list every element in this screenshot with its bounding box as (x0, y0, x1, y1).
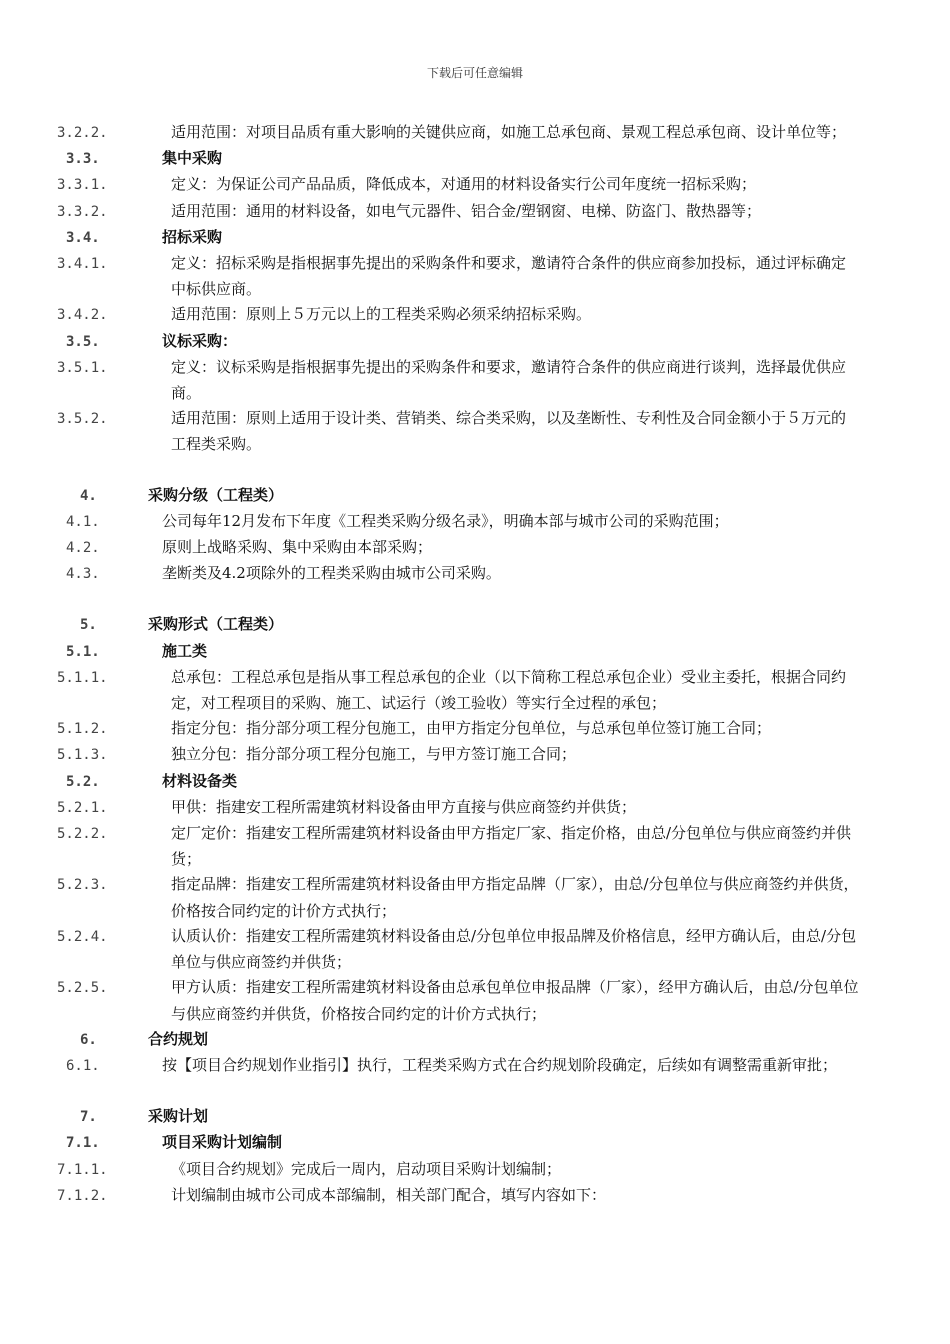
clause-text: 采购分级（工程类） (148, 485, 284, 504)
clause-text: 公司每年12月发布下年度《工程类采购分级名录》，明确本部与城市公司的采购范围； (162, 511, 729, 530)
clause-number: 3.4.2. (57, 307, 108, 324)
clause-text: 独立分包：指分部分项工程分包施工，与甲方签订施工合同； (171, 745, 577, 764)
clause-item (57, 795, 860, 821)
clause-item (57, 924, 860, 975)
section-heading (80, 1104, 860, 1130)
clause-number: 5.1.2. (57, 721, 108, 738)
clause-text: 适用范围：原则上适用于设计类、营销类、综合类采购，以及垄断性、专利性及合同金额小于５万元的工程类采购。 (171, 409, 847, 454)
clause-number: 5.2.5. (57, 980, 108, 997)
clause-text: 采购形式（工程类） (148, 615, 284, 634)
clause-text: 材料设备类 (162, 771, 238, 790)
clause-text: 议标采购： (162, 331, 238, 350)
clause-item (57, 716, 860, 742)
clause-text: 原则上战略采购、集中采购由本部采购； (162, 538, 433, 557)
clause-text: 适用范围：通用的材料设备，如电气元器件、铝合金/塑钢窗、电梯、防盗门、散热器等； (171, 201, 762, 220)
clause-text: 适用范围：对项目品质有重大影响的关键供应商，如施工总承包商、景观工程总承包商、设计单位等； (171, 123, 847, 141)
paragraph-spacer (114, 587, 860, 612)
clause-number: 7. (80, 1109, 97, 1126)
clause-item (57, 742, 860, 768)
clause-number: 7.1.2. (57, 1187, 108, 1204)
clause-number: 5. (80, 617, 97, 634)
clause-text: 采购计划 (148, 1107, 209, 1126)
clause-item (66, 1053, 860, 1079)
clause-number: 3.3.1. (57, 177, 108, 194)
clause-item (57, 406, 860, 457)
section-heading (66, 639, 860, 665)
clause-text: 甲方认质：指建安工程所需建筑材料设备由总承包单位申报品牌（厂家），经甲方确认后，由总/分包单位与供应商签约并供货，价格按合同约定的计价方式执行； (171, 978, 859, 1023)
clause-number: 5.2.1. (57, 799, 108, 816)
clause-item (57, 302, 860, 328)
clause-text: 定义：议标采购是指根据事先提出的采购条件和要求，邀请符合条件的供应商进行谈判，选择最优供应商。 (171, 357, 847, 403)
clause-item (57, 665, 860, 716)
clause-number: 5.1. (66, 643, 100, 660)
clause-number: 6. (80, 1031, 97, 1048)
clause-text: 施工类 (162, 641, 208, 660)
clause-number: 3.3. (66, 151, 100, 168)
clause-text: 按【项目合约规划作业指引】执行，工程类采购方式在合约规划阶段确定，后续如有调整需重新审批； (162, 1055, 838, 1074)
clause-text: 认质认价：指建安工程所需建筑材料设备由总/分包单位申报品牌及价格信息，经甲方确认后，由总/分包单位与供应商签约并供货； (171, 926, 857, 972)
clause-text: 定义：为保证公司产品品质，降低成本，对通用的材料设备实行公司年度统一招标采购； (171, 175, 757, 194)
clause-text: 计划编制由城市公司成本部编制，相关部门配合，填写内容如下： (171, 1185, 607, 1204)
paragraph-spacer (114, 458, 860, 483)
clause-text: 垄断类及4.2项除外的工程类采购由城市公司采购。 (162, 564, 501, 583)
clause-number: 5.1.1. (57, 669, 108, 686)
clause-text: 定厂定价：指建安工程所需建筑材料设备由甲方指定厂家、指定价格，由总/分包单位与供应商签约并供货； (171, 824, 852, 869)
clause-text: 定义：招标采购是指根据事先提出的采购条件和要求，邀请符合条件的供应商参加投标，通过评标确定中标供应商。 (171, 254, 847, 299)
clause-number: 5.2. (66, 773, 100, 790)
clause-item (57, 120, 860, 146)
clause-number: 3.4.1. (57, 256, 108, 273)
section-heading (66, 329, 860, 355)
section-heading (66, 225, 860, 251)
clause-text: 《项目合约规划》完成后一周内，启动项目采购计划编制； (171, 1159, 562, 1178)
clause-item (66, 535, 860, 561)
clause-number: 4. (80, 487, 97, 504)
clause-item (57, 872, 860, 923)
clause-text: 甲供：指建安工程所需建筑材料设备由甲方直接与供应商签约并供货； (171, 797, 637, 816)
clause-number: 3.4. (66, 229, 100, 246)
clause-number: 3.2.2. (57, 125, 108, 141)
clause-number: 5.1.3. (57, 747, 108, 764)
section-heading (80, 1027, 860, 1053)
clause-text: 指定分包：指分部分项工程分包施工，由甲方指定分包单位，与总承包单位签订施工合同； (171, 719, 772, 738)
section-heading (80, 612, 860, 638)
clause-item (66, 509, 860, 535)
document-body (57, 120, 860, 1209)
clause-number: 5.2.3. (57, 877, 108, 894)
clause-number: 4.2. (66, 540, 100, 557)
clause-text: 合约规划 (148, 1029, 209, 1048)
clause-text: 指定品牌：指建安工程所需建筑材料设备由甲方指定品牌（厂家），由总/分包单位与供应商签约并供货，价格按合同约定的计价方式执行； (171, 875, 859, 920)
clause-number: 7.1. (66, 1135, 100, 1152)
clause-number: 7.1.1. (57, 1161, 108, 1178)
clause-text: 总承包：工程总承包是指从事工程总承包的企业（以下简称工程总承包企业）受业主委托，根据合同约定，对工程项目的采购、施工、试运行（竣工验收）等实行全过程的承包； (171, 667, 847, 713)
clause-item (57, 1183, 860, 1209)
clause-item (57, 355, 860, 406)
section-heading (80, 483, 860, 509)
section-heading (66, 146, 860, 172)
clause-text: 招标采购 (162, 227, 223, 246)
clause-text: 适用范围：原则上５万元以上的工程类采购必须采纳招标采购。 (171, 305, 592, 324)
clause-item (66, 561, 860, 587)
clause-number: 5.2.2. (57, 826, 108, 843)
clause-item (57, 251, 860, 302)
section-heading (66, 769, 860, 795)
clause-text: 项目采购计划编制 (162, 1133, 283, 1152)
clause-number: 3.5.1. (57, 359, 108, 376)
clause-text: 集中采购 (162, 149, 223, 168)
clause-item (57, 172, 860, 198)
clause-number: 5.2.4. (57, 928, 108, 945)
clause-number: 4.3. (66, 566, 100, 583)
clause-item (57, 1157, 860, 1183)
clause-number: 4.1. (66, 513, 100, 530)
paragraph-spacer (114, 1079, 860, 1104)
clause-number: 3.5.2. (57, 411, 108, 428)
page-header: 下载后可任意编辑 (426, 66, 523, 80)
clause-number: 3.3.2. (57, 203, 108, 220)
clause-item (57, 199, 860, 225)
clause-item (57, 975, 860, 1026)
clause-number: 6.1. (66, 1057, 100, 1074)
clause-item (57, 821, 860, 872)
section-heading (66, 1130, 860, 1156)
clause-number: 3.5. (66, 333, 100, 350)
